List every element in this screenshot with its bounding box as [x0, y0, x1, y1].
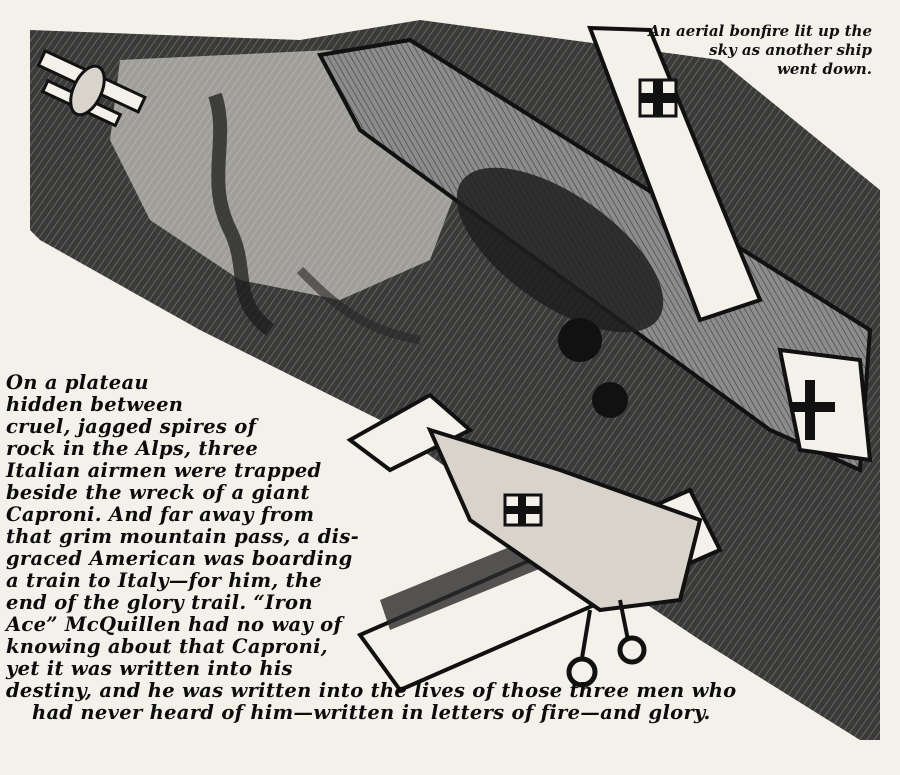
- story-line: Caproni. And far away from: [6, 503, 315, 526]
- story-line: yet it was written into his: [6, 657, 293, 680]
- illustration-caption: [632, 22, 872, 79]
- story-line: rock in the Alps, three: [6, 437, 259, 460]
- story-line: hidden between: [6, 393, 184, 416]
- caption-line: An aerial bonfire lit up the: [648, 22, 872, 40]
- caption-line: went down.: [776, 60, 872, 78]
- story-line: beside the wreck of a giant: [6, 481, 310, 504]
- story-line: destiny, and he was written into the lives of those three men who: [6, 679, 737, 702]
- story-line: end of the glory trail. “Iron: [6, 591, 313, 614]
- story-line: graced American was boarding: [6, 547, 353, 570]
- story-line: had never heard of him—written in letters of fire—and glory.: [32, 701, 711, 724]
- story-intro-text: [6, 372, 746, 724]
- story-line: Italian airmen were trapped: [6, 459, 322, 482]
- story-line: Ace” McQuillen had no way of: [6, 613, 343, 636]
- iron-cross-marking: [640, 80, 676, 116]
- caption-line: sky as another ship: [709, 41, 872, 59]
- story-line: a train to Italy—for him, the: [6, 569, 323, 592]
- story-line: knowing about that Caproni,: [6, 635, 328, 658]
- story-line: On a plateau: [6, 371, 149, 394]
- story-line: cruel, jagged spires of: [6, 415, 257, 438]
- story-line: that grim mountain pass, a dis-: [6, 525, 360, 548]
